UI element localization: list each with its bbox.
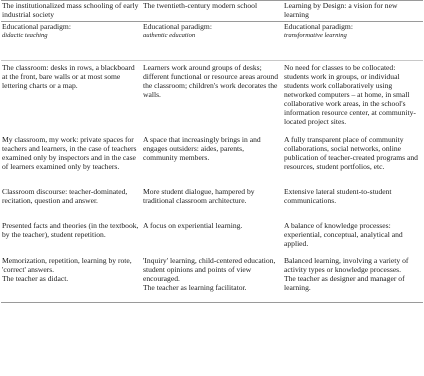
table-cell (283, 254, 423, 303)
table-row (1, 254, 423, 303)
cell-line: Memorization, repetition, learning by rote, 'correct' answers. (2, 256, 132, 274)
table-row (1, 185, 423, 219)
cell-line: 'Inquiry' learning, child-centered education, student opinions and points of view encouraged. (143, 256, 276, 283)
table-row (1, 219, 423, 254)
table-cell: My classroom, my work: private spaces for teachers and learners, in the case of teachers examined only by inspectors and in the case of learners examined only by teachers. (2, 135, 137, 171)
table-cell: A focus on experiential learning. (143, 221, 243, 230)
paradigm-label: Educational paradigm: (284, 22, 353, 31)
header-row (1, 1, 423, 22)
paradigm-value: authentic education (143, 32, 196, 39)
table-cell: A balance of knowledge processes: experiential, conceptual, analytical and applied. (284, 221, 403, 248)
table-cell: A fully transparent place of community collaborations, social networks, online publication of teacher-created programs and resources, student portfolios, etc. (284, 135, 418, 171)
comparison-table (1, 0, 423, 303)
column-header-industrial: The institutionalized mass schooling of early industrial society (1, 1, 142, 22)
table-cell: The classroom: desks in rows, a blackboard at the front, bare walls or at most some lettering charts or a map. (2, 63, 135, 90)
table-row (1, 133, 423, 185)
table-cell (1, 254, 142, 303)
table-cell: More student dialogue, hampered by traditional classroom architecture. (143, 187, 255, 205)
table-cell: Presented facts and theories (in the textbook, by the teacher), student repetition. (2, 221, 139, 239)
paradigm-cell (1, 22, 142, 61)
column-header-modern: The twentieth-century modern school (142, 1, 283, 22)
cell-line: The teacher as designer and manager of learning. (284, 274, 405, 292)
table-cell: Learners work around groups of desks; different functional or resource areas around the classroom; children's work decorates the walls. (143, 63, 279, 99)
paradigm-value: didactic teaching (2, 32, 48, 39)
table-cell (142, 254, 283, 303)
paradigm-value: transformative learning (284, 32, 347, 39)
table-row (1, 61, 423, 134)
table-cell: A space that increasingly brings in and engages outsiders: aides, parents, community members. (143, 135, 261, 162)
cell-line: The teacher as learning facilitator. (143, 283, 247, 292)
paradigm-label: Educational paradigm: (2, 22, 71, 31)
table-cell: Classroom discourse: teacher-dominated, recitation, question and answer. (2, 187, 128, 205)
paradigm-label: Educational paradigm: (143, 22, 212, 31)
paradigm-cell (283, 22, 423, 61)
cell-line: Balanced learning, involving a variety of activity types or knowledge processes. (284, 256, 409, 274)
cell-line: The teacher as didact. (2, 274, 69, 283)
table-cell: No need for classes to be collocated: students work in groups, or individual students work collaboratively using networked computers – at home, in small collaborative work areas, in the school's information resource center, at community-located project sites. (284, 63, 416, 126)
paradigm-cell (142, 22, 283, 61)
column-header-learning-by-design: Learning by Design: a vision for new learning (283, 1, 423, 22)
paradigm-row (1, 22, 423, 61)
table-cell: Extensive lateral student-to-student communications. (284, 187, 392, 205)
